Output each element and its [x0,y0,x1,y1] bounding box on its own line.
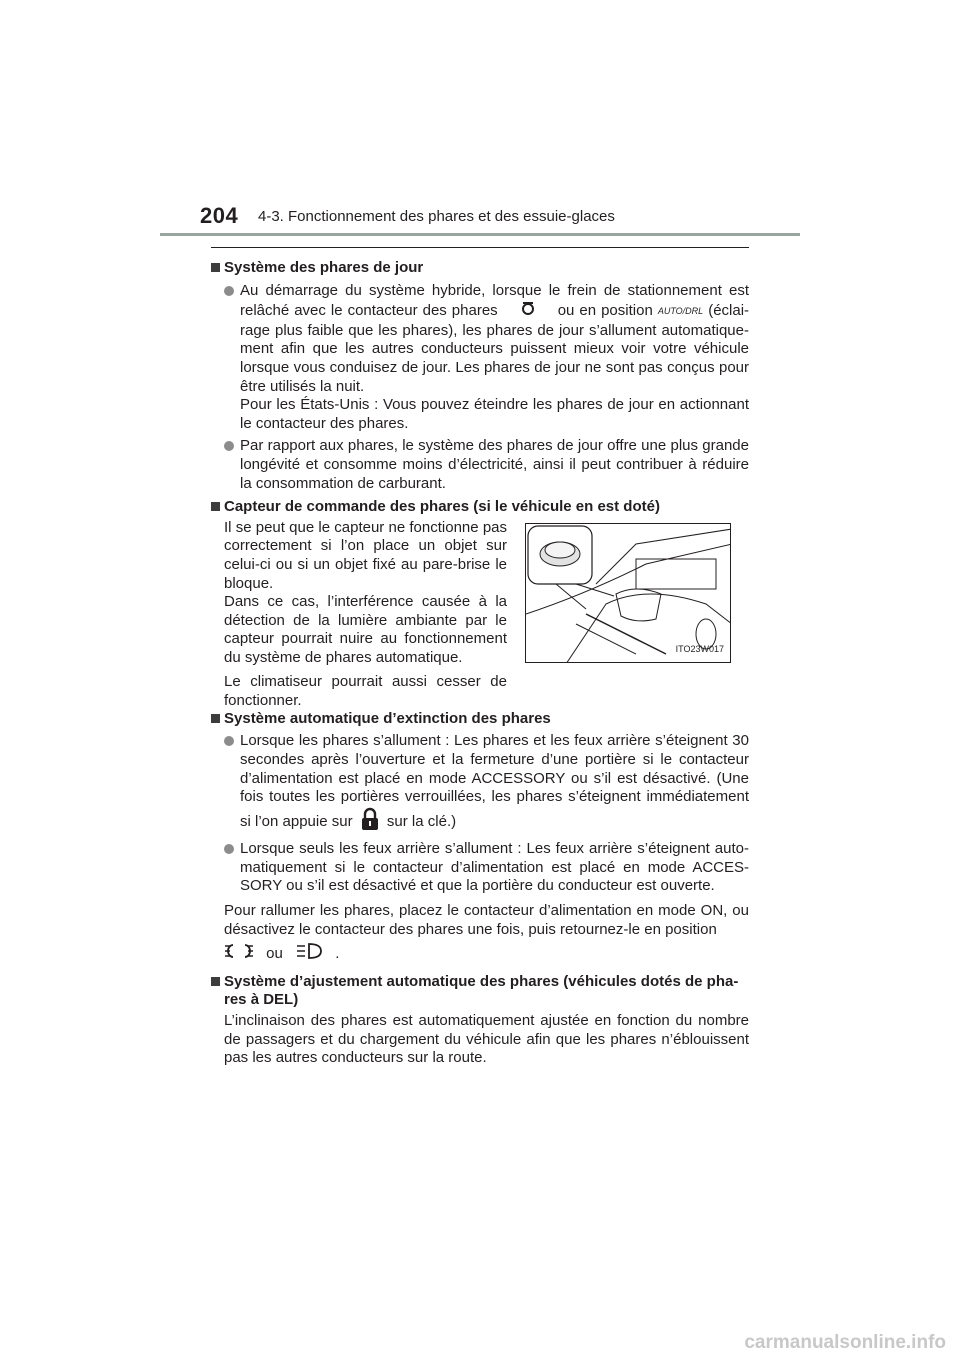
sensor-text-3: Le climatiseur pourrait aussi cesser de fonctionner. [224,673,507,710]
bullet-tail-lights-on [211,840,749,896]
bullet-text-part3: (éclai-rage plus faible que les phares), les phares de jour s’allument automatique-ment afin que les autres conducteurs puissent mieux voir votre véhicule lorsque vous conduisez de jour. Les phares de jour ne sont pas conçus pour être utilisés la nuit. [240,301,750,395]
page-header [0,0,960,240]
sensor-text-1: Il se peut que le capteur ne fonctionne pas correctement si l’on place un objet sur celui-ci ou si un objet fixé au pare-brise le bloque. [224,518,507,592]
bullet-daytime-efficiency [211,437,749,493]
bullet-daytime-start [211,282,749,434]
bullet-text-part4: Pour les États-Unis : Vous pouvez éteindre les phares de jour en actionnant le contacteur des phares. [240,396,749,432]
page-footer [0,1328,960,1358]
page-number: 204 [200,203,239,228]
sensor-figure [525,523,731,663]
content-rule [211,247,749,248]
bullet-text-part1: Lorsque les phares s’allument : Les phares et les feux arrière s’éteignent 30 secondes après l’ouverture et la fermeture d’une portière si le contacteur d’alimentation est placé en mode ACCESSORY ou s’il est désactivé. (Une fois toutes les portières verrouillées, les phares s’éteignent immédiatement si l’on appuie sur [240,732,749,830]
sensor-block [211,518,749,710]
bullet-dot [224,844,234,854]
figure-code: ITO23W017 [675,644,724,655]
bullet-dot [224,441,234,451]
headlight-icon [295,941,325,967]
bullet-text-part2: ou en position [557,301,653,319]
leveling-paragraph: L’inclinaison des phares est automatiquement ajustée en fonction du nombre de passagers et du chargement du véhicule afin que les phares n’éblouissent pas les autres conducteurs sur la route. [224,1012,749,1067]
drl-label: DRL [685,305,704,316]
bullet-text: Par rapport aux phares, le système des phares de jour offre une plus grande longévité et consomme moins d’électricité, ainsi il peut contribuer à réduire la consommation de carburant. [240,437,749,492]
bullet-text-part2: sur la clé.) [386,812,457,830]
bullet-dot [224,736,234,746]
section-leveling-title: Système d’ajustement automatique des phares (véhicules dotés de pha-res à DEL) [211,973,749,1010]
auto-label: AUTO [657,305,683,316]
auto-drl-icon: AUTO/DRL [657,305,704,316]
bullet-headlights-on [211,732,749,836]
section-sensor-title: Capteur de commande des phares (si le véhicule en est doté) [211,498,749,517]
ou-text: ou [266,945,283,963]
lock-icon [357,807,383,837]
headlight-icons-row [211,941,749,967]
sensor-text [224,519,507,711]
sensor-text-2: Dans ce cas, l’interférence causée à la détection de la lumière ambiante par le capteur pourrait nuire au fonctionnement du système de phares automatique. [224,593,507,666]
header-rule [160,233,800,236]
section-auto-off-title: Système automatique d’extinction des phares [211,710,749,729]
bullet-dot [224,286,234,296]
page-content [211,254,749,1068]
section-title: 4-3. Fonctionnement des phares et des essuie-glaces [258,208,615,225]
section-daytime-lights-title: Système des phares de jour [211,259,749,278]
watermark: carmanualsonline.info [744,1332,946,1353]
bullet-text: Lorsque seuls les feux arrière s’allument : Les feux arrière s’éteignent auto-matiquement si le contacteur d’alimentation est placé en mode ACCES-SORY ou s’il est désactivé et que la portière du conducteur est ouverte. [240,840,749,895]
bullet-text-part1: Au démarrage du système hybride, lorsque le frein de stationnement est relâché avec le contacteur des phares [240,281,749,319]
relight-paragraph: Pour rallumer les phares, placez le contacteur d’alimentation en mode ON, ou désactivez le contacteur des phares une fois, puis retournez-le en position [224,902,749,938]
light-switch-o-icon [503,300,553,322]
period-text: . [335,945,340,963]
tail-lights-icon [224,941,254,967]
